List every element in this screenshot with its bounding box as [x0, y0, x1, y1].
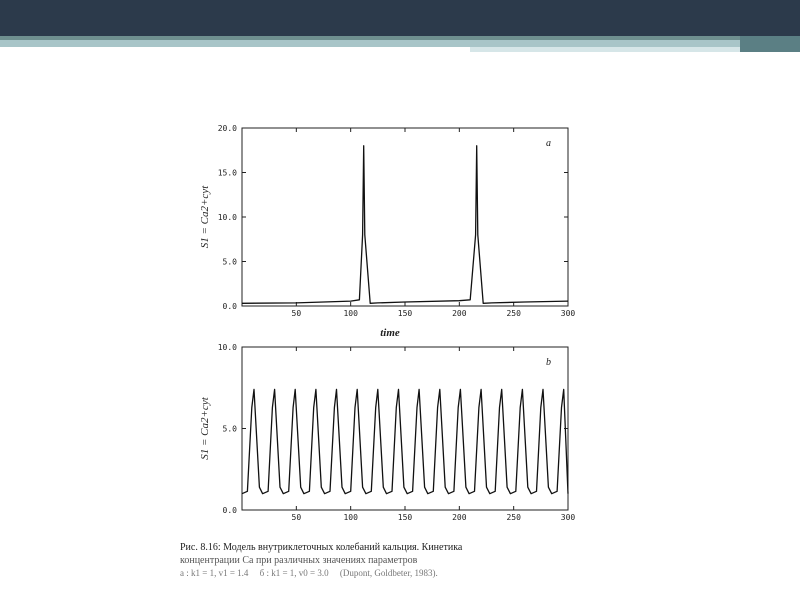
x-tick-label: 50 [291, 513, 302, 522]
caption-line-3 [180, 567, 600, 580]
x-tick-label: 50 [291, 309, 302, 318]
x-tick-label: 250 [506, 513, 521, 522]
plot-frame-a [242, 128, 568, 306]
caption-citation: (Dupont, Goldbeter, 1983). [339, 568, 438, 578]
figure-caption [180, 541, 600, 580]
x-tick-label: 300 [560, 309, 576, 318]
y-tick-label: 0.0 [222, 302, 237, 311]
x-tick-label: 200 [452, 309, 467, 318]
y-tick-label: 20.0 [217, 124, 237, 133]
x-axis-label: time [380, 327, 400, 339]
slide-header-corner [740, 36, 800, 52]
y-tick-label: 15.0 [217, 168, 237, 178]
x-tick-label: 150 [397, 309, 413, 318]
y-tick-label: 10.0 [217, 343, 237, 352]
series-line-b [242, 389, 568, 493]
caption-line-1: Рис. 8.16: Модель внутриклеточных колебаний кальция. Кинетика [180, 542, 463, 553]
series-line-a [242, 146, 568, 303]
y-axis-label: S1 = Ca2+cyt [199, 185, 211, 249]
x-tick-label: 100 [343, 513, 358, 522]
y-tick-label: 5.0 [222, 424, 237, 434]
x-tick-label: 300 [560, 513, 576, 522]
x-tick-label: 200 [452, 513, 467, 522]
x-tick-label: 100 [343, 309, 358, 318]
slide-header-bar [0, 0, 800, 36]
figure [180, 112, 580, 532]
calcium-oscillation-charts [180, 112, 580, 532]
panel-label-b: b [546, 357, 551, 368]
caption-line-2: концентрации Ca при различных значениях параметров [180, 555, 418, 566]
slide-header-band [0, 40, 800, 47]
y-axis-label: S1 = Ca2+cyt [199, 397, 211, 460]
caption-params-a: a : k1 = 1, v1 = 1.4 [180, 568, 249, 578]
x-tick-label: 250 [506, 309, 521, 318]
panel-label-a: a [546, 138, 551, 149]
caption-params-b: б : k1 = 1, v0 = 3.0 [259, 568, 329, 578]
x-tick-label: 150 [397, 513, 413, 522]
y-tick-label: 0.0 [222, 506, 237, 515]
y-tick-label: 10.0 [217, 213, 237, 222]
y-tick-label: 5.0 [222, 257, 237, 267]
